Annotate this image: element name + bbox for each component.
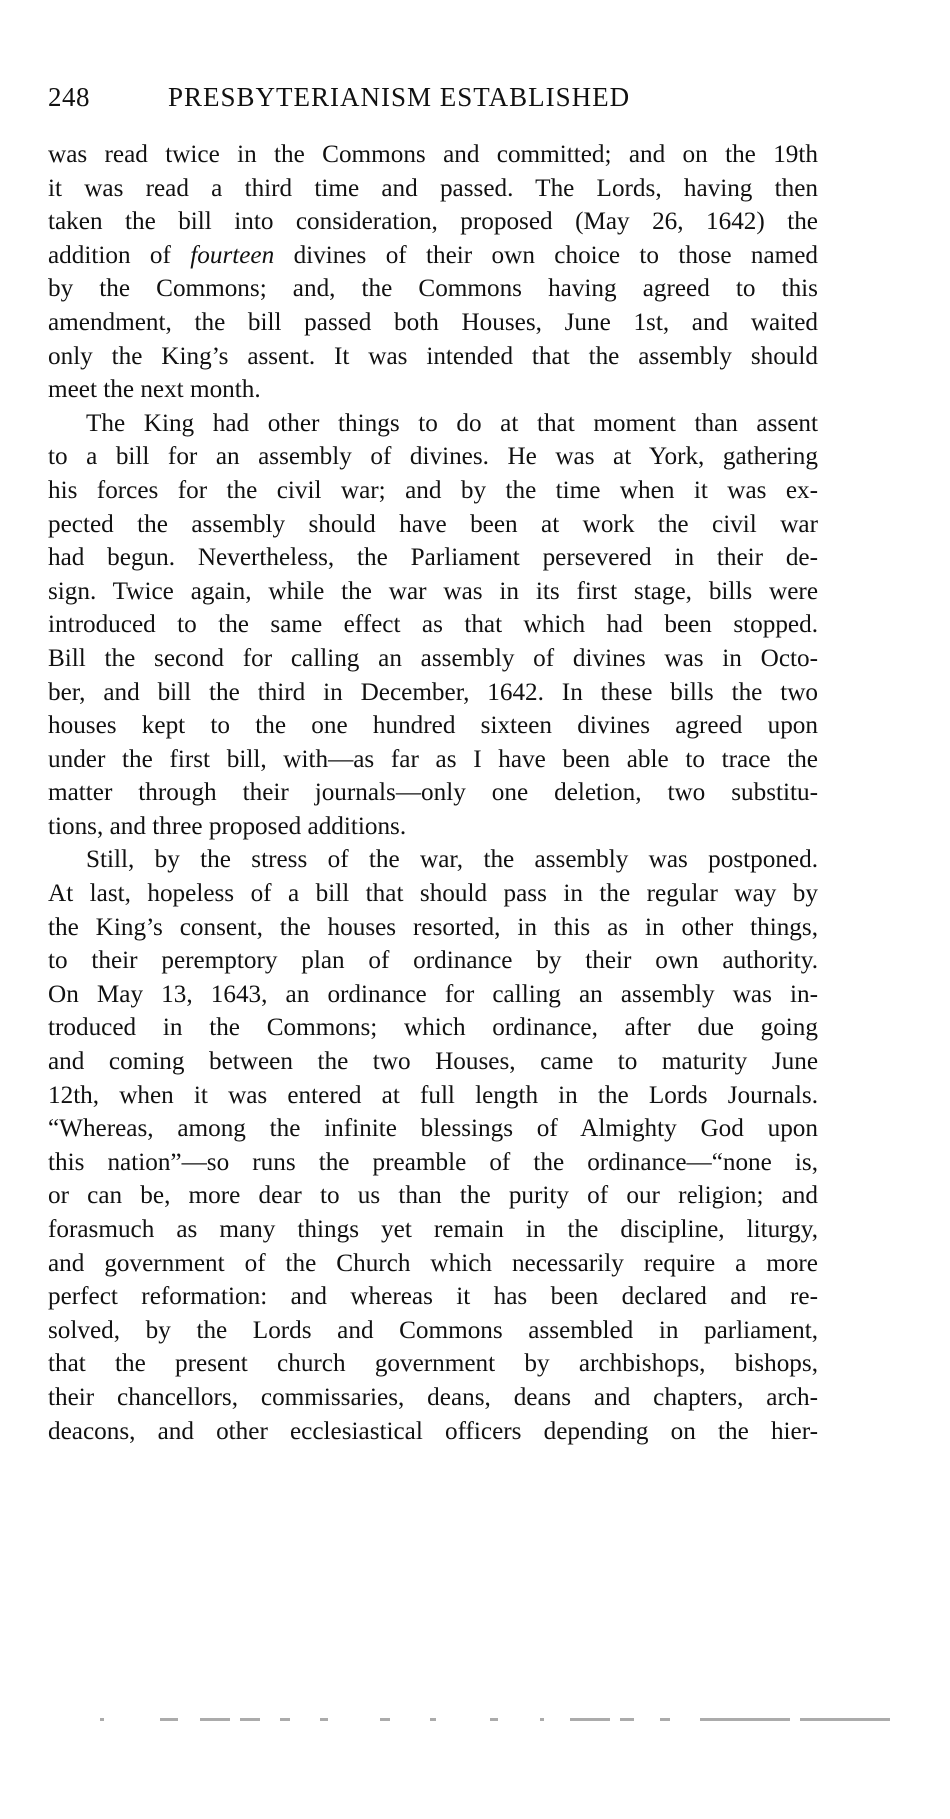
scan-mark [320, 1718, 328, 1721]
scan-mark [380, 1718, 390, 1721]
text-line: ber, and bill the third in December, 1642. In these bills the two [48, 678, 818, 706]
text-line: their chancellors, commissaries, deans, deans and chapters, arch- [48, 1383, 818, 1411]
text-line: amendment, the bill passed both Houses, June 1st, and waited [48, 308, 818, 336]
body-text [48, 138, 818, 1448]
text-line: troduced in the Commons; which ordinance, after due going [48, 1014, 818, 1042]
text-line: this nation”—so runs the preamble of the ordinance—“none is, [48, 1148, 818, 1176]
text-line: under the first bill, with—as far as I have been able to trace the [48, 745, 818, 773]
scan-mark [540, 1718, 544, 1721]
text-line: the King’s consent, the houses resorted, in this as in other things, [48, 913, 818, 941]
page-number: 248 [48, 82, 90, 112]
text-line: or can be, more dear to us than the purity of our religion; and [48, 1182, 818, 1210]
scan-mark [100, 1718, 104, 1721]
text-line: his forces for the civil war; and by the time when it was ex- [48, 476, 818, 504]
text-line: forasmuch as many things yet remain in the discipline, liturgy, [48, 1216, 818, 1243]
text-run: addition of [48, 241, 191, 269]
scan-mark [280, 1718, 290, 1721]
text-line: that the present church government by archbishops, bishops, [48, 1350, 818, 1378]
text-line: The King had other things to do at that moment than assent [86, 409, 818, 437]
text-line: taken the bill into consideration, proposed (May 26, 1642) the [48, 208, 818, 236]
text-line: meet the next month. [48, 376, 261, 404]
text-line: by the Commons; and, the Commons having agreed to this [48, 275, 818, 303]
text-line: to their peremptory plan of ordinance by their own authority. [48, 947, 818, 975]
text-line: perfect reformation: and whereas it has been declared and re- [48, 1283, 818, 1311]
text-line: only the King’s assent. It was intended that the assembly should [48, 342, 818, 370]
running-title: PRESBYTERIANISM ESTABLISHED [168, 82, 631, 112]
text-line: introduced to the same effect as that which had been stopped. [48, 611, 818, 639]
scan-mark [660, 1718, 670, 1721]
text-line: houses kept to the one hundred sixteen divines agreed upon [48, 712, 818, 740]
scan-mark [490, 1718, 498, 1721]
text-line: Bill the second for calling an assembly of divines was in Octo- [48, 644, 818, 672]
text-line: sign. Twice again, while the war was in its first stage, bills were [48, 577, 818, 605]
text-line: and coming between the two Houses, came to maturity June [48, 1048, 818, 1076]
text-line: On May 13, 1643, an ordinance for calling an assembly was in- [48, 980, 818, 1008]
text-line: it was read a third time and passed. The Lords, having then [48, 174, 818, 202]
text-line: matter through their journals—only one deletion, two substitu- [48, 779, 818, 807]
scan-mark [620, 1718, 634, 1721]
scan-mark [800, 1718, 890, 1721]
text-line: 12th, when it was entered at full length in the Lords Journals. [48, 1081, 818, 1109]
text-line: deacons, and other ecclesiastical officers depending on the hier- [48, 1417, 818, 1445]
scan-mark [200, 1718, 230, 1721]
text-line: At last, hopeless of a bill that should pass in the regular way by [48, 880, 818, 908]
text-line: Still, by the stress of the war, the assembly was postponed. [86, 846, 818, 874]
text-line: to a bill for an assembly of divines. He was at York, gathering [48, 443, 818, 471]
text-run: divines of their own choice to those named [274, 241, 818, 269]
text-line: and government of the Church which necessarily require a more [48, 1249, 818, 1277]
text-line: tions, and three proposed additions. [48, 812, 407, 840]
text-line: solved, by the Lords and Commons assembled in parliament, [48, 1316, 818, 1344]
scan-mark [430, 1718, 436, 1721]
text-line: was read twice in the Commons and committed; and on the 19th [48, 141, 818, 168]
scan-mark [240, 1718, 260, 1721]
scan-artifact-strip [100, 1714, 900, 1726]
running-head [48, 82, 818, 113]
scan-mark [160, 1718, 178, 1721]
text-line: pected the assembly should have been at work the civil war [48, 510, 818, 538]
text-line: had begun. Nevertheless, the Parliament persevered in their de- [48, 544, 818, 572]
text-line: “Whereas, among the infinite blessings of Almighty God upon [48, 1115, 818, 1143]
text-line [48, 239, 818, 273]
scan-mark [700, 1718, 790, 1721]
scan-mark [570, 1718, 610, 1721]
italic-word: fourteen [190, 241, 275, 269]
